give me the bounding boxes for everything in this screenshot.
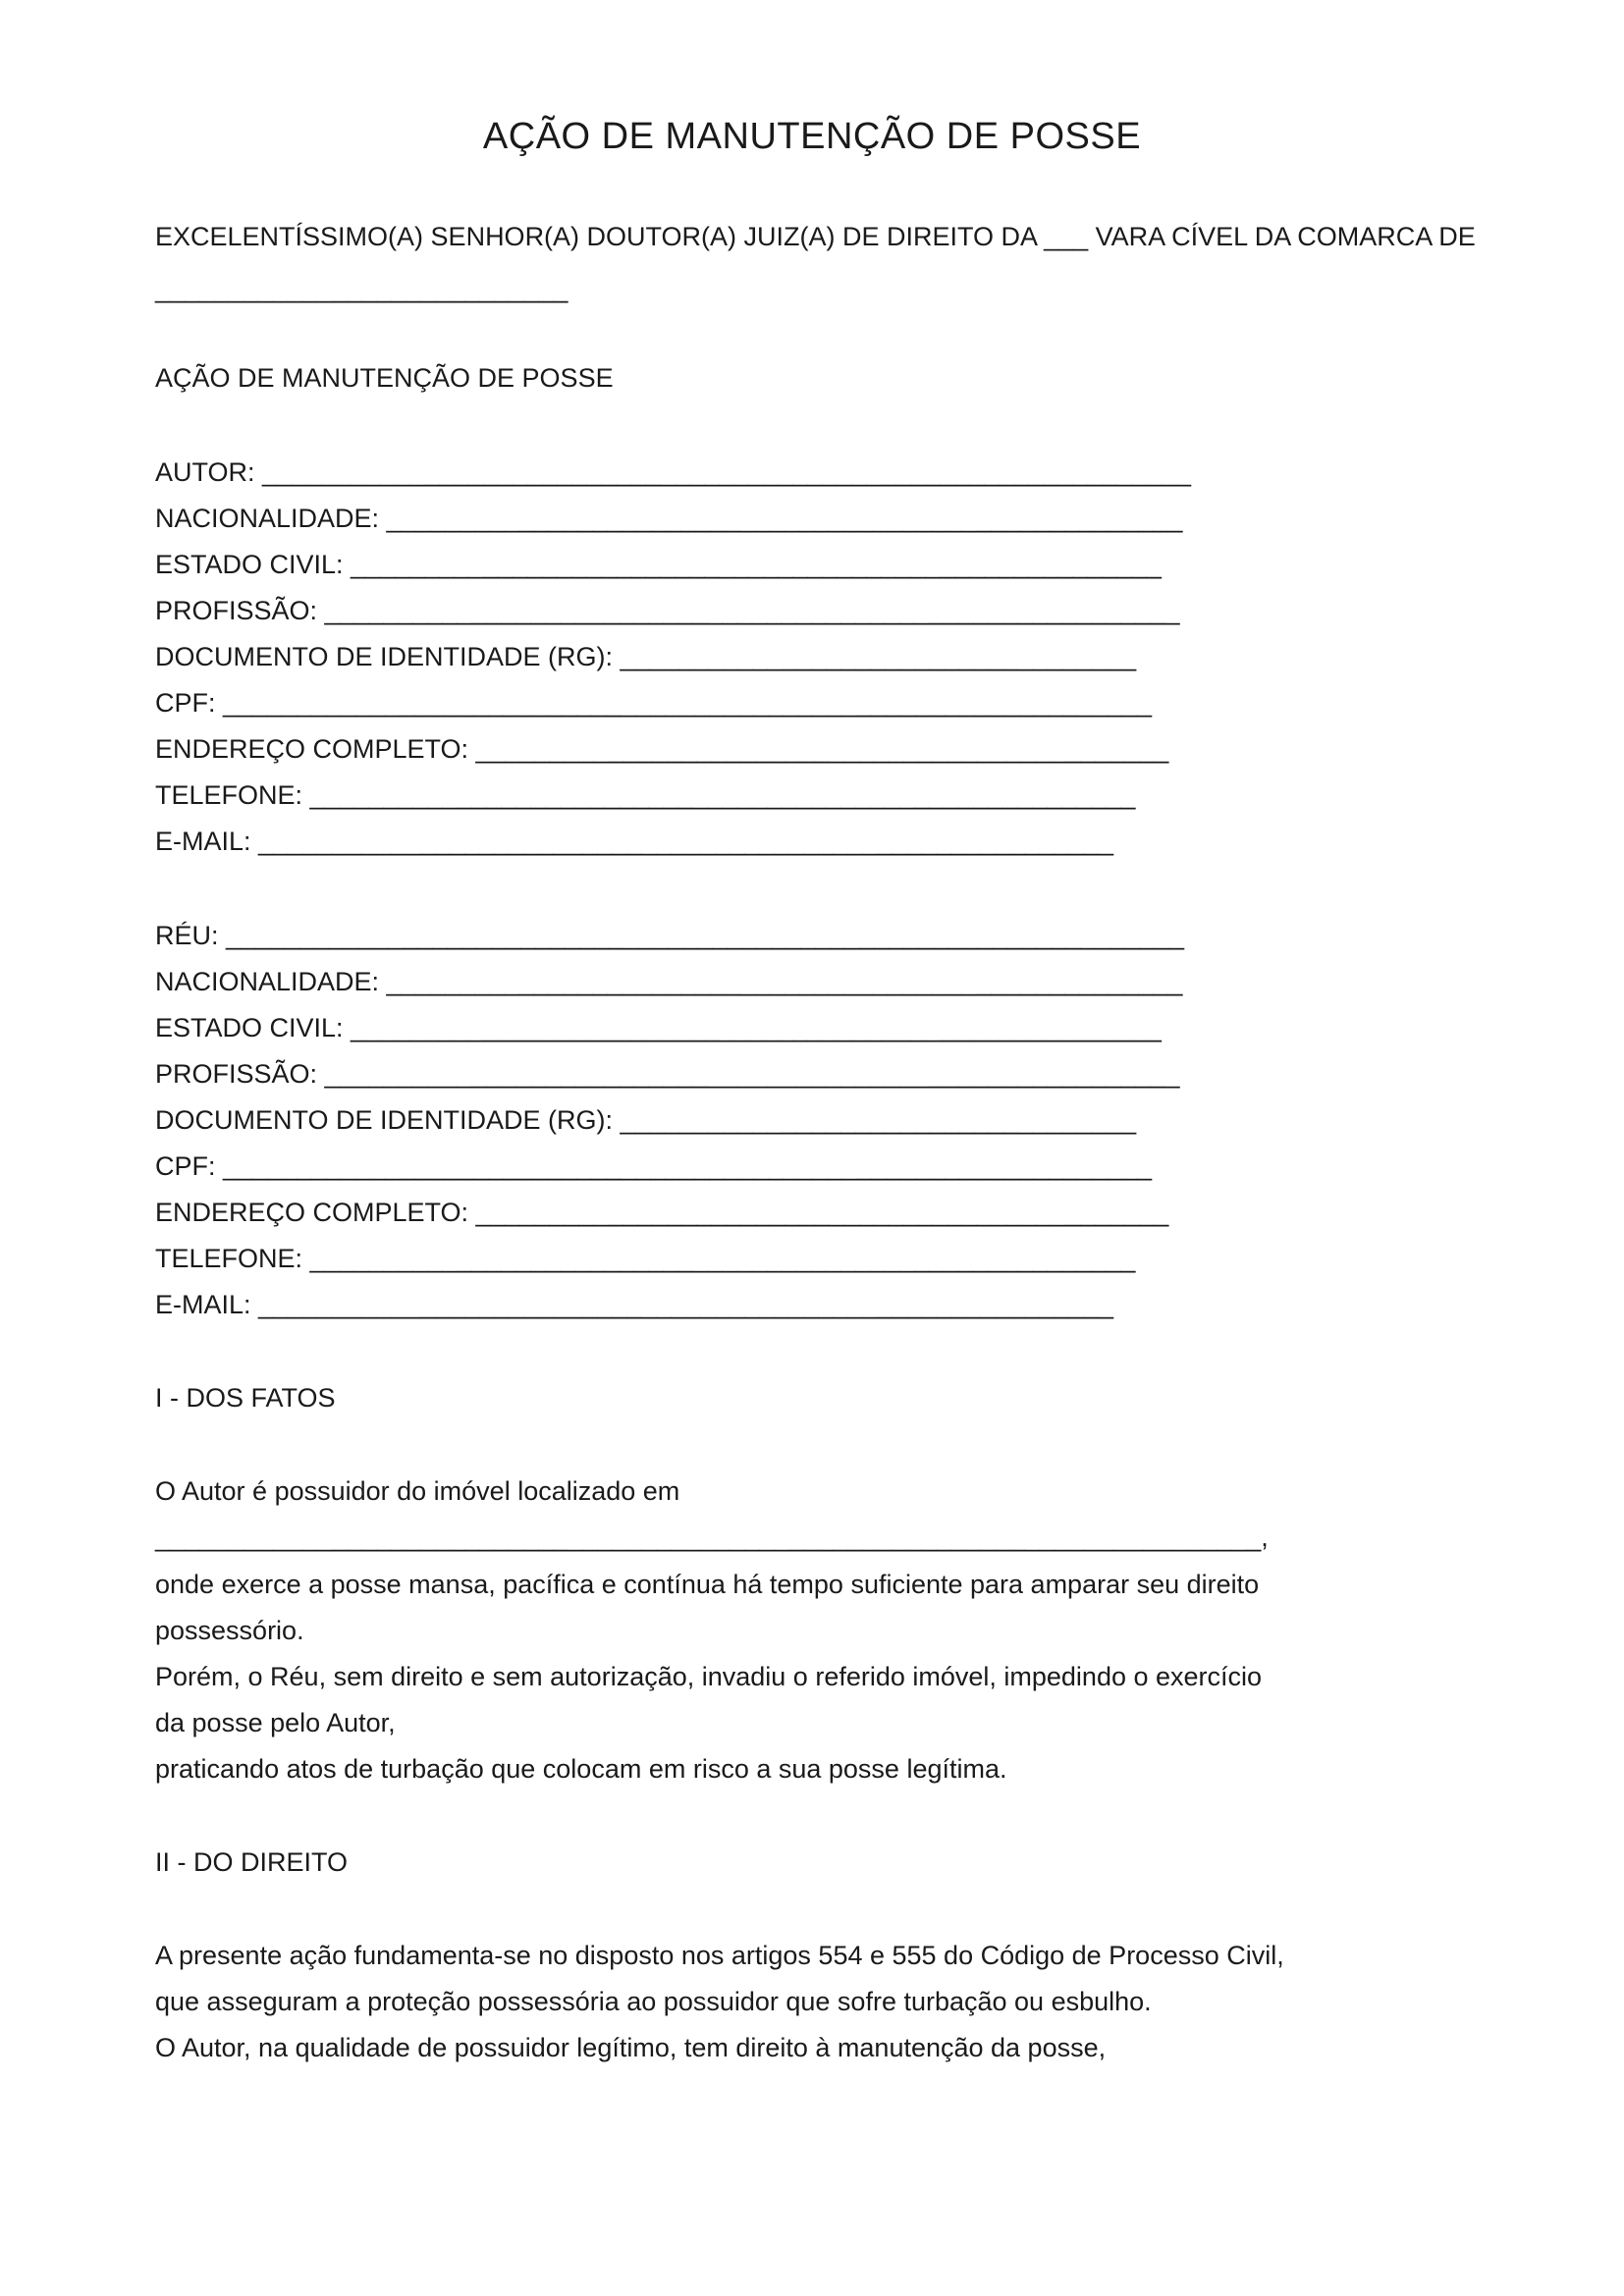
reu-field: CPF: _______________________________________________________________ — [155, 1151, 1153, 1181]
section-heading: I - DOS FATOS — [155, 1383, 336, 1413]
section-heading: II - DO DIREITO — [155, 1847, 349, 1877]
autor-field: TELEFONE: ________________________________________________________ — [155, 780, 1136, 810]
reu-field: DOCUMENTO DE IDENTIDADE (RG): ___________________________________ — [155, 1105, 1137, 1135]
reu-field: ENDEREÇO COMPLETO: _______________________________________________ — [155, 1198, 1169, 1227]
paragraph-line: ___________________________________________________________________________, — [155, 1522, 1269, 1552]
autor-field: CPF: _______________________________________________________________ — [155, 688, 1153, 718]
paragraph-line: A presente ação fundamenta-se no disposto nos artigos 554 e 555 do Código de Processo Civil, — [155, 1941, 1284, 1970]
paragraph-line: O Autor é possuidor do imóvel localizado em — [155, 1476, 680, 1506]
reu-field: ESTADO CIVIL: _______________________________________________________ — [155, 1013, 1162, 1042]
paragraph-line: praticando atos de turbação que colocam em risco a sua posse legítima. — [155, 1754, 1007, 1784]
reu-field: NACIONALIDADE: ______________________________________________________ — [155, 967, 1183, 996]
reu-field: RÉU: _________________________________________________________________ — [155, 921, 1185, 950]
paragraph-line: onde exerce a posse mansa, pacífica e contínua há tempo suficiente para amparar seu direito — [155, 1570, 1260, 1599]
addressee-line-1: EXCELENTÍSSIMO(A) SENHOR(A) DOUTOR(A) JUIZ(A) DE DIREITO DA ___ VARA CÍVEL DA COMARCA DE — [155, 222, 1476, 251]
paragraph-line: da posse pelo Autor, — [155, 1708, 396, 1737]
autor-field: AUTOR: _______________________________________________________________ — [155, 457, 1192, 487]
reu-field: E-MAIL: __________________________________________________________ — [155, 1290, 1113, 1319]
reu-field: TELEFONE: ________________________________________________________ — [155, 1244, 1136, 1273]
autor-field: ESTADO CIVIL: _______________________________________________________ — [155, 550, 1162, 579]
paragraph-line: possessório. — [155, 1616, 304, 1645]
autor-field: PROFISSÃO: __________________________________________________________ — [155, 596, 1180, 625]
autor-field: ENDEREÇO COMPLETO: _______________________________________________ — [155, 734, 1169, 764]
paragraph-line: que asseguram a proteção possessória ao possuidor que sofre turbação ou esbulho. — [155, 1987, 1152, 2016]
document-title: AÇÃO DE MANUTENÇÃO DE POSSE — [482, 116, 1142, 157]
autor-field: E-MAIL: __________________________________________________________ — [155, 827, 1113, 856]
action-name: AÇÃO DE MANUTENÇÃO DE POSSE — [155, 363, 614, 393]
reu-field: PROFISSÃO: __________________________________________________________ — [155, 1059, 1180, 1089]
autor-field: NACIONALIDADE: ______________________________________________________ — [155, 504, 1183, 533]
paragraph-line: Porém, o Réu, sem direito e sem autorização, invadiu o referido imóvel, impedindo o exercício — [155, 1662, 1263, 1691]
addressee-line-2: ____________________________ — [155, 274, 568, 303]
autor-field: DOCUMENTO DE IDENTIDADE (RG): ___________________________________ — [155, 642, 1137, 671]
paragraph-line: O Autor, na qualidade de possuidor legítimo, tem direito à manutenção da posse, — [155, 2033, 1107, 2062]
